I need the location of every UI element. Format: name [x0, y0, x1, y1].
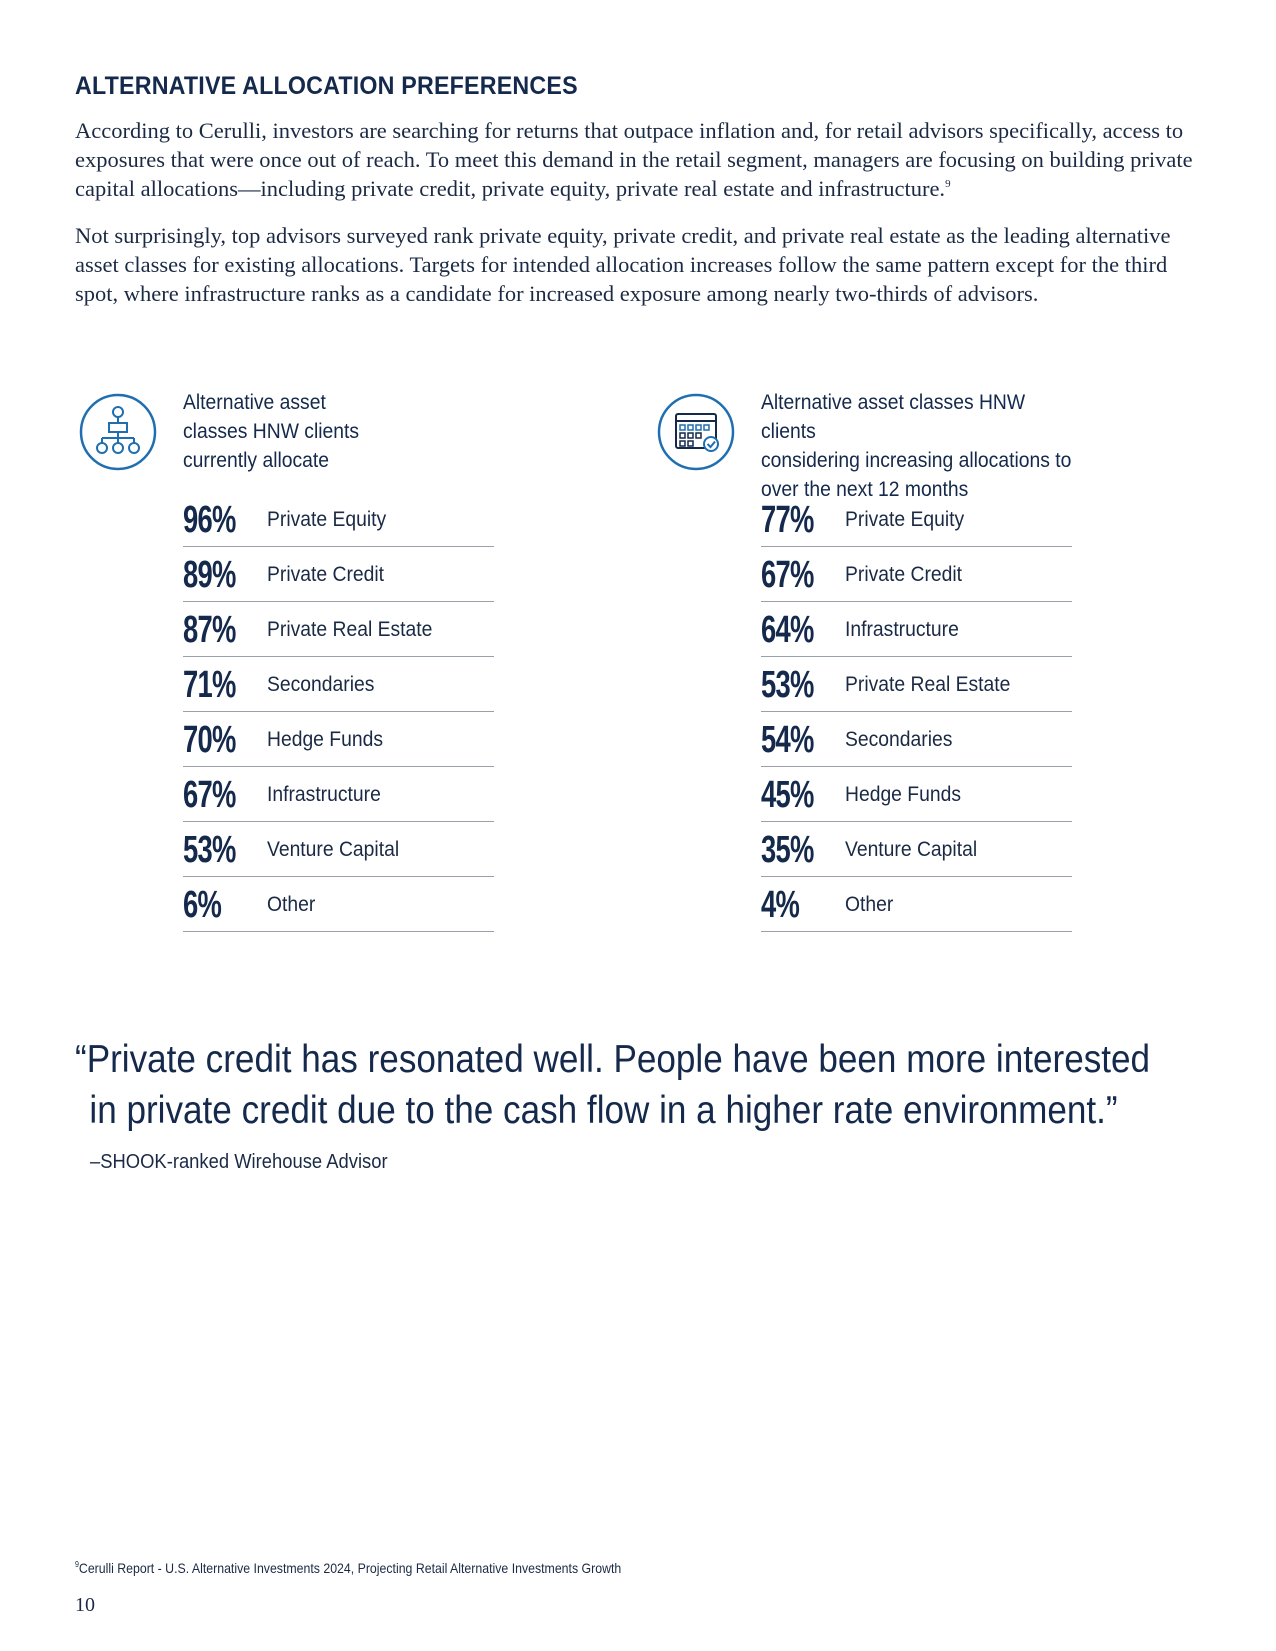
percentage: 4%	[761, 884, 800, 926]
asset-class-label: Infrastructure	[845, 618, 959, 641]
list-item	[183, 877, 494, 932]
percentage: 67%	[183, 774, 236, 816]
list-item	[761, 822, 1072, 877]
percentage: 6%	[183, 884, 222, 926]
list-item	[183, 767, 494, 822]
intro-paragraph-text: According to Cerulli, investors are searching for returns that outpace inflation and, for retail advisors specifically, access to exposures that were once out of reach. To meet this demand in the retail segment, managers are focusing on building private capital allocations—including private credit, private equity, private real estate and infrastructure.	[75, 118, 1193, 201]
section-heading: ALTERNATIVE ALLOCATION PREFERENCES	[75, 72, 578, 100]
list-item	[761, 492, 1072, 547]
panel-title-line: over the next 12 months	[761, 478, 969, 501]
asset-class-label: Private Credit	[845, 563, 963, 586]
list-item	[761, 767, 1072, 822]
panel-title	[761, 388, 1074, 504]
panel-title-line: considering increasing allocations to	[761, 449, 1072, 472]
allocation-list	[761, 492, 1072, 932]
list-item	[183, 712, 494, 767]
list-item	[183, 547, 494, 602]
asset-class-label: Other	[845, 893, 894, 916]
footnote-text: Cerulli Report - U.S. Alternative Investments 2024, Projecting Retail Alternative Investments Growth	[78, 1560, 622, 1576]
percentage: 67%	[761, 554, 814, 596]
asset-class-label: Secondaries	[845, 728, 953, 751]
footnote	[75, 1560, 621, 1576]
asset-class-label: Infrastructure	[267, 783, 381, 806]
percentage: 71%	[183, 664, 236, 706]
intro-paragraph	[75, 116, 1215, 203]
list-item	[183, 492, 494, 547]
quote-attribution: –SHOOK-ranked Wirehouse Advisor	[90, 1151, 388, 1173]
percentage: 53%	[761, 664, 814, 706]
percentage: 70%	[183, 719, 236, 761]
list-item	[183, 822, 494, 877]
percentage: 35%	[761, 829, 814, 871]
percentage: 77%	[761, 499, 814, 541]
footnote-ref: 9	[945, 178, 951, 190]
panel-title-line: Alternative asset classes HNW clients	[761, 391, 1026, 443]
asset-class-label: Venture Capital	[845, 838, 978, 861]
quote-line: in private credit due to the cash flow in a higher rate environment.”	[89, 1089, 1118, 1132]
list-item	[761, 547, 1072, 602]
percentage: 87%	[183, 609, 236, 651]
quote-line: “Private credit has resonated well. People have been more interested	[75, 1038, 1151, 1081]
panel-title-line: classes HNW clients	[183, 420, 360, 443]
asset-class-label: Private Equity	[845, 508, 965, 531]
ranking-paragraph: Not surprisingly, top advisors surveyed rank private equity, private credit, and private real estate as the leading alternative asset classes for existing allocations. Targets for intended allocation increases follow the same pattern except for the third spot, where infrastructure ranks as a candidate for increased exposure among nearly two-thirds of advisors.	[75, 223, 1171, 306]
percentage: 89%	[183, 554, 236, 596]
asset-class-label: Hedge Funds	[267, 728, 384, 751]
asset-class-label: Secondaries	[267, 673, 375, 696]
panel-title-line: currently allocate	[183, 449, 330, 472]
org-chart-icon	[78, 392, 158, 472]
asset-class-label: Private Real Estate	[845, 673, 1011, 696]
list-item	[183, 657, 494, 712]
asset-class-label: Private Credit	[267, 563, 385, 586]
pull-quote	[75, 1034, 1151, 1136]
page-number: 10	[75, 1594, 95, 1616]
list-item	[761, 877, 1072, 932]
panel-title-line: Alternative asset	[183, 391, 326, 414]
footnote-number: 9	[75, 1560, 79, 1569]
list-item	[761, 657, 1072, 712]
percentage: 53%	[183, 829, 236, 871]
asset-class-label: Venture Capital	[267, 838, 400, 861]
asset-class-label: Hedge Funds	[845, 783, 962, 806]
percentage: 45%	[761, 774, 814, 816]
list-item	[761, 712, 1072, 767]
panel-title	[183, 388, 496, 475]
percentage: 96%	[183, 499, 236, 541]
percentage: 64%	[761, 609, 814, 651]
calendar-check-icon	[656, 392, 736, 472]
asset-class-label: Private Real Estate	[267, 618, 433, 641]
list-item	[761, 602, 1072, 657]
allocation-list	[183, 492, 494, 932]
asset-class-label: Private Equity	[267, 508, 387, 531]
percentage: 54%	[761, 719, 814, 761]
list-item	[183, 602, 494, 657]
asset-class-label: Other	[267, 893, 316, 916]
